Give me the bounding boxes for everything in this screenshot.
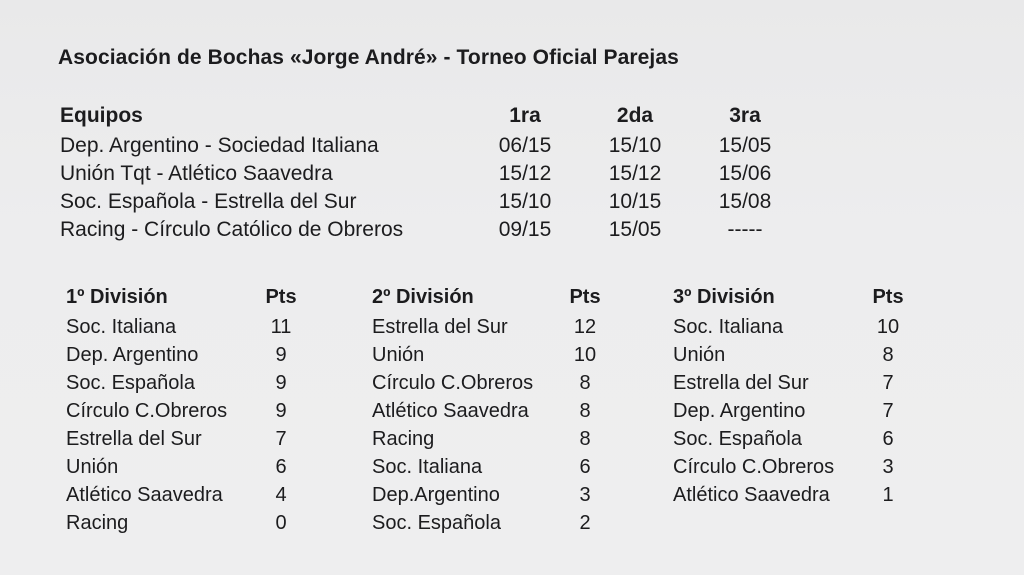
results-row [60, 162, 820, 190]
team-points: 9 [275, 344, 287, 366]
standing-row [372, 428, 610, 456]
division-header-row [66, 286, 306, 316]
team-name: Soc. Española [673, 428, 802, 450]
team-name: Soc. Italiana [673, 316, 784, 338]
round-1-score: 15/10 [498, 190, 552, 213]
team-name: Círculo C.Obreros [66, 400, 228, 422]
division-2-standings [372, 286, 610, 540]
match-teams: Soc. Española - Estrella del Sur [60, 190, 357, 213]
header-round-3: 3ra [729, 104, 761, 127]
standing-row [372, 400, 610, 428]
standing-row [673, 484, 913, 512]
team-points: 10 [876, 316, 900, 338]
team-points: 7 [275, 428, 287, 450]
document-title: Asociación de Bochas «Jorge André» - Torneo Oficial Parejas [58, 46, 679, 69]
team-name: Soc. Italiana [372, 456, 483, 478]
team-points: 4 [275, 484, 287, 506]
round-2-score: 10/15 [608, 190, 662, 213]
standing-row [673, 372, 913, 400]
round-2-score: 15/05 [608, 218, 662, 241]
team-points: 6 [275, 456, 287, 478]
results-row [60, 134, 820, 162]
team-name: Racing [66, 512, 129, 534]
team-points: 2 [579, 512, 591, 534]
match-teams: Unión Tqt - Atlético Saavedra [60, 162, 333, 185]
standing-row [673, 456, 913, 484]
standing-row [66, 428, 306, 456]
team-name: Soc. Italiana [66, 316, 177, 338]
header-teams: Equipos [60, 104, 143, 127]
standing-row [66, 372, 306, 400]
standing-row [673, 316, 913, 344]
division-title: 1º División [66, 286, 168, 308]
team-points: 1 [882, 484, 894, 506]
division-title: 2º División [372, 286, 474, 308]
team-points: 8 [579, 400, 591, 422]
standing-row [372, 372, 610, 400]
team-points: 9 [275, 400, 287, 422]
team-points: 8 [882, 344, 894, 366]
team-points: 9 [275, 372, 287, 394]
results-row [60, 218, 820, 246]
team-points: 3 [579, 484, 591, 506]
round-1-score: 06/15 [498, 134, 552, 157]
standing-row [372, 344, 610, 372]
team-name: Estrella del Sur [673, 372, 809, 394]
division-header-row [372, 286, 610, 316]
standing-row [372, 316, 610, 344]
team-name: Atlético Saavedra [673, 484, 830, 506]
standing-row [673, 344, 913, 372]
team-name: Soc. Española [66, 372, 195, 394]
team-name: Atlético Saavedra [372, 400, 529, 422]
standing-row [66, 456, 306, 484]
team-name: Círculo C.Obreros [372, 372, 534, 394]
team-name: Dep. Argentino [66, 344, 199, 366]
round-1-score: 15/12 [498, 162, 552, 185]
team-name: Unión [372, 344, 425, 366]
points-header: Pts [569, 286, 601, 308]
results-row [60, 190, 820, 218]
points-header: Pts [265, 286, 297, 308]
standing-row [372, 512, 610, 540]
round-2-score: 15/10 [608, 134, 662, 157]
team-name: Dep. Argentino [673, 400, 806, 422]
header-round-2: 2da [616, 104, 654, 127]
team-name: Estrella del Sur [66, 428, 202, 450]
division-title: 3º División [673, 286, 775, 308]
team-points: 3 [882, 456, 894, 478]
division-3-standings [673, 286, 913, 512]
standing-row [372, 484, 610, 512]
team-name: Círculo C.Obreros [673, 456, 835, 478]
standing-row [673, 428, 913, 456]
standing-row [66, 344, 306, 372]
points-header: Pts [872, 286, 904, 308]
header-round-1: 1ra [509, 104, 541, 127]
team-name: Estrella del Sur [372, 316, 508, 338]
division-1-standings [66, 286, 306, 540]
team-points: 7 [882, 372, 894, 394]
team-name: Dep.Argentino [372, 484, 500, 506]
standing-row [66, 400, 306, 428]
team-name: Atlético Saavedra [66, 484, 223, 506]
team-points: 6 [579, 456, 591, 478]
team-name: Soc. Española [372, 512, 501, 534]
standing-row [66, 512, 306, 540]
team-points: 12 [573, 316, 597, 338]
team-points: 10 [573, 344, 597, 366]
team-points: 8 [579, 428, 591, 450]
division-header-row [673, 286, 913, 316]
results-header-row [60, 104, 820, 134]
team-points: 11 [270, 316, 292, 338]
standing-row [372, 456, 610, 484]
team-name: Unión [673, 344, 726, 366]
round-1-score: 09/15 [498, 218, 552, 241]
round-3-score: ----- [727, 218, 763, 241]
team-points: 8 [579, 372, 591, 394]
round-3-score: 15/08 [718, 190, 772, 213]
results-table [60, 104, 820, 246]
team-points: 7 [882, 400, 894, 422]
match-teams: Dep. Argentino - Sociedad Italiana [60, 134, 379, 157]
team-name: Unión [66, 456, 119, 478]
round-2-score: 15/12 [608, 162, 662, 185]
team-points: 0 [275, 512, 287, 534]
standing-row [66, 484, 306, 512]
team-points: 6 [882, 428, 894, 450]
round-3-score: 15/06 [718, 162, 772, 185]
round-3-score: 15/05 [718, 134, 772, 157]
team-name: Racing [372, 428, 435, 450]
standing-row [673, 400, 913, 428]
standing-row [66, 316, 306, 344]
match-teams: Racing - Círculo Católico de Obreros [60, 218, 404, 241]
